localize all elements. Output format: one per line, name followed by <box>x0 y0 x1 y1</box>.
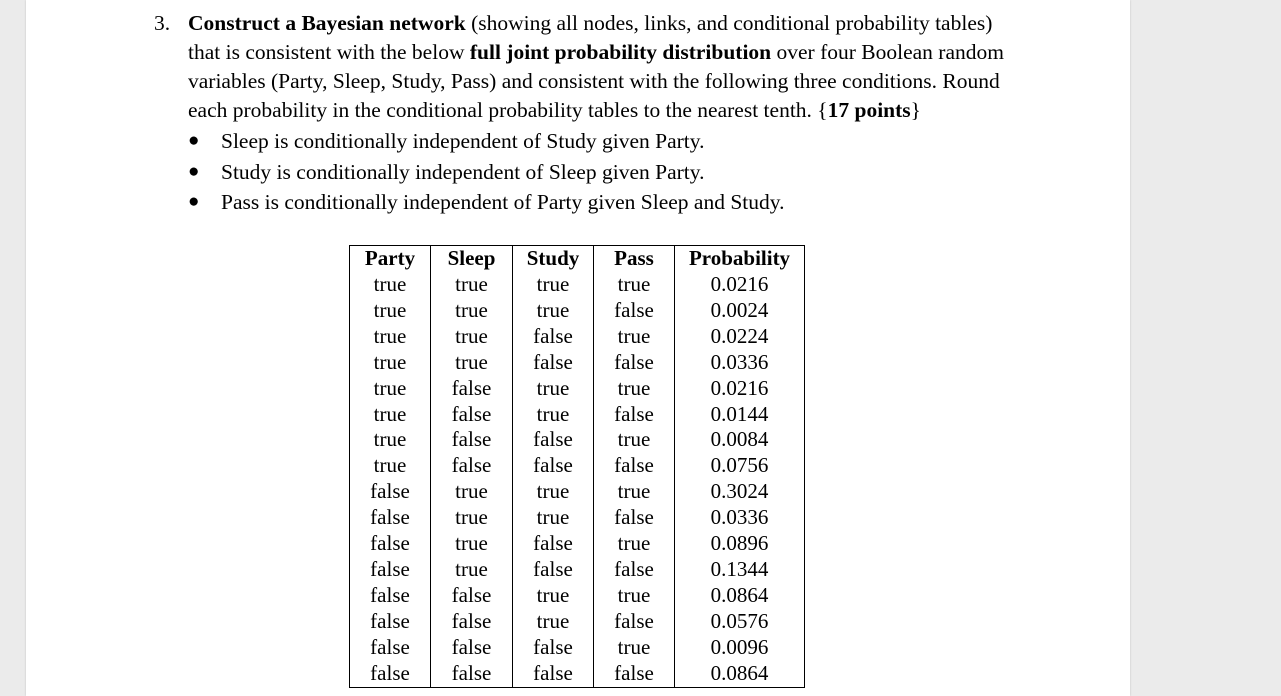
cell-sleep: false <box>431 583 513 609</box>
table-row <box>350 609 805 635</box>
cell-study: false <box>513 324 594 350</box>
cell-pass: false <box>594 557 675 583</box>
cell-party: true <box>350 350 431 376</box>
table-row <box>350 531 805 557</box>
table-row <box>350 635 805 661</box>
header-party: Party <box>350 246 431 273</box>
table-row <box>350 453 805 479</box>
cell-sleep: true <box>431 350 513 376</box>
cell-pass: false <box>594 661 675 687</box>
table-row <box>350 324 805 350</box>
text-part-1: (showing all nodes, links, and conditional probability tables) that is consistent with the below <box>188 11 993 64</box>
cell-study: true <box>513 298 594 324</box>
bullet-icon: ● <box>188 191 200 212</box>
cell-study: false <box>513 557 594 583</box>
cell-party: false <box>350 479 431 505</box>
condition-text: Study is conditionally independent of Sleep given Party. <box>221 159 705 184</box>
cell-pass: true <box>594 531 675 557</box>
cell-pass: true <box>594 635 675 661</box>
table-row <box>350 402 805 428</box>
cell-party: true <box>350 272 431 298</box>
cell-sleep: false <box>431 635 513 661</box>
cell-party: true <box>350 298 431 324</box>
cell-pass: false <box>594 402 675 428</box>
cell-probability: 0.0224 <box>675 324 805 350</box>
cell-probability: 0.3024 <box>675 479 805 505</box>
joint-probability-table <box>349 245 805 688</box>
conditions-list <box>188 126 1024 218</box>
cell-probability: 0.0084 <box>675 427 805 453</box>
cell-study: true <box>513 583 594 609</box>
cell-sleep: true <box>431 505 513 531</box>
cell-party: false <box>350 531 431 557</box>
cell-pass: true <box>594 324 675 350</box>
cell-party: true <box>350 427 431 453</box>
condition-item <box>188 157 1024 188</box>
cell-party: true <box>350 402 431 428</box>
cell-probability: 0.0896 <box>675 531 805 557</box>
points: 17 points <box>827 98 911 122</box>
bold-lead: Construct a Bayesian network <box>188 11 466 35</box>
cell-party: true <box>350 453 431 479</box>
header-sleep: Sleep <box>431 246 513 273</box>
text-part-3: } <box>910 98 921 122</box>
question-text <box>188 9 1024 125</box>
cell-party: false <box>350 635 431 661</box>
condition-item <box>188 126 1024 157</box>
bullet-icon: ● <box>188 160 200 182</box>
cell-study: true <box>513 272 594 298</box>
cell-party: false <box>350 557 431 583</box>
cell-probability: 0.0576 <box>675 609 805 635</box>
cell-study: true <box>513 479 594 505</box>
text-part-2: over four Boolean random variables (Party, Sleep, Study, Pass) and consistent with the following three conditions. Round each probability in the conditional probability tables to the nearest tenth. { <box>188 40 1004 122</box>
cell-study: false <box>513 453 594 479</box>
bold-mid: full joint probability distribution <box>469 40 772 64</box>
cell-study: false <box>513 531 594 557</box>
cell-probability: 0.0096 <box>675 635 805 661</box>
cell-study: true <box>513 609 594 635</box>
table-row <box>350 272 805 298</box>
cell-party: false <box>350 609 431 635</box>
cell-study: false <box>513 427 594 453</box>
cell-sleep: false <box>431 453 513 479</box>
cell-sleep: true <box>431 298 513 324</box>
cell-party: false <box>350 661 431 687</box>
cell-probability: 0.0024 <box>675 298 805 324</box>
cell-sleep: false <box>431 609 513 635</box>
cell-study: true <box>513 505 594 531</box>
table-row <box>350 505 805 531</box>
cell-sleep: false <box>431 402 513 428</box>
question-block <box>154 9 1024 218</box>
condition-text: Pass is conditionally independent of Party given Sleep and Study. <box>221 190 785 214</box>
header-probability: Probability <box>675 246 805 273</box>
cell-study: true <box>513 402 594 428</box>
cell-party: true <box>350 324 431 350</box>
cell-sleep: true <box>431 324 513 350</box>
cell-pass: true <box>594 427 675 453</box>
header-study: Study <box>513 246 594 273</box>
table-row <box>350 376 805 402</box>
cell-pass: false <box>594 298 675 324</box>
bullet-icon: ● <box>188 130 200 151</box>
cell-study: false <box>513 350 594 376</box>
cell-sleep: true <box>431 479 513 505</box>
cell-pass: false <box>594 350 675 376</box>
cell-pass: false <box>594 505 675 531</box>
cell-probability: 0.1344 <box>675 557 805 583</box>
cell-probability: 0.0864 <box>675 583 805 609</box>
cell-pass: true <box>594 583 675 609</box>
cell-sleep: false <box>431 427 513 453</box>
cell-study: true <box>513 376 594 402</box>
cell-probability: 0.0216 <box>675 272 805 298</box>
table-row <box>350 298 805 324</box>
cell-probability: 0.0864 <box>675 661 805 687</box>
cell-pass: true <box>594 479 675 505</box>
condition-text: Sleep is conditionally independent of Study given Party. <box>221 129 705 153</box>
cell-party: true <box>350 376 431 402</box>
table-header-row <box>350 246 805 273</box>
table-row <box>350 427 805 453</box>
cell-probability: 0.0336 <box>675 350 805 376</box>
table-row <box>350 661 805 687</box>
cell-pass: true <box>594 376 675 402</box>
cell-pass: false <box>594 609 675 635</box>
cell-study: false <box>513 635 594 661</box>
question-number: 3. <box>154 11 171 35</box>
cell-sleep: true <box>431 557 513 583</box>
table-row <box>350 583 805 609</box>
cell-probability: 0.0216 <box>675 376 805 402</box>
cell-party: false <box>350 505 431 531</box>
cell-sleep: false <box>431 376 513 402</box>
cell-sleep: true <box>431 531 513 557</box>
header-pass: Pass <box>594 246 675 273</box>
condition-item <box>188 187 1024 218</box>
cell-study: false <box>513 661 594 687</box>
cell-probability: 0.0144 <box>675 402 805 428</box>
cell-party: false <box>350 583 431 609</box>
cell-pass: false <box>594 453 675 479</box>
table-row <box>350 479 805 505</box>
table-row <box>350 557 805 583</box>
cell-pass: true <box>594 272 675 298</box>
cell-sleep: true <box>431 272 513 298</box>
table-row <box>350 350 805 376</box>
cell-sleep: false <box>431 661 513 687</box>
cell-probability: 0.0756 <box>675 453 805 479</box>
table-body <box>350 272 805 687</box>
cell-probability: 0.0336 <box>675 505 805 531</box>
